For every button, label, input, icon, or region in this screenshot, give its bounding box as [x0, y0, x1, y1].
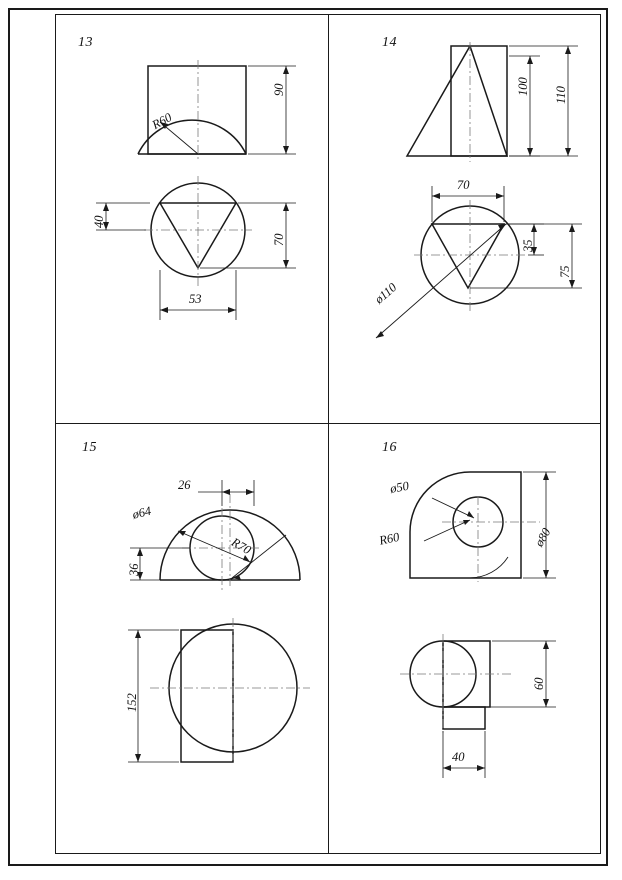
- cell-number-14: 14: [382, 35, 397, 50]
- dim-13-53: 53: [189, 292, 202, 306]
- dim-14-110: 110: [554, 86, 568, 104]
- dim-14-75: 75: [558, 265, 572, 278]
- cell-number-13: 13: [78, 35, 93, 50]
- dim-13-40: 40: [92, 215, 106, 228]
- dim-16-60: 60: [532, 677, 546, 690]
- dim-15-r70: R70: [229, 535, 254, 558]
- dim-16-40: 40: [452, 750, 465, 764]
- dim-15-36: 36: [127, 563, 141, 576]
- dim-16-dia50: ø50: [389, 478, 410, 496]
- dim-13-r60: R60: [149, 110, 175, 132]
- dim-14-100: 100: [516, 77, 530, 96]
- dim-16-r60: R60: [378, 529, 401, 548]
- dim-15-dia64: ø64: [131, 503, 153, 522]
- dim-14-70: 70: [457, 178, 470, 192]
- cell-number-15: 15: [82, 440, 97, 455]
- dim-15-26: 26: [178, 478, 191, 492]
- dim-14-dia110: ø110: [372, 280, 400, 307]
- dim-14-35: 35: [521, 239, 535, 252]
- cell-number-16: 16: [382, 440, 397, 455]
- dim-15-152: 152: [125, 693, 139, 712]
- dim-16-dia80: ø80: [532, 525, 554, 549]
- dim-13-90: 90: [272, 83, 286, 96]
- dim-13-70: 70: [272, 233, 286, 246]
